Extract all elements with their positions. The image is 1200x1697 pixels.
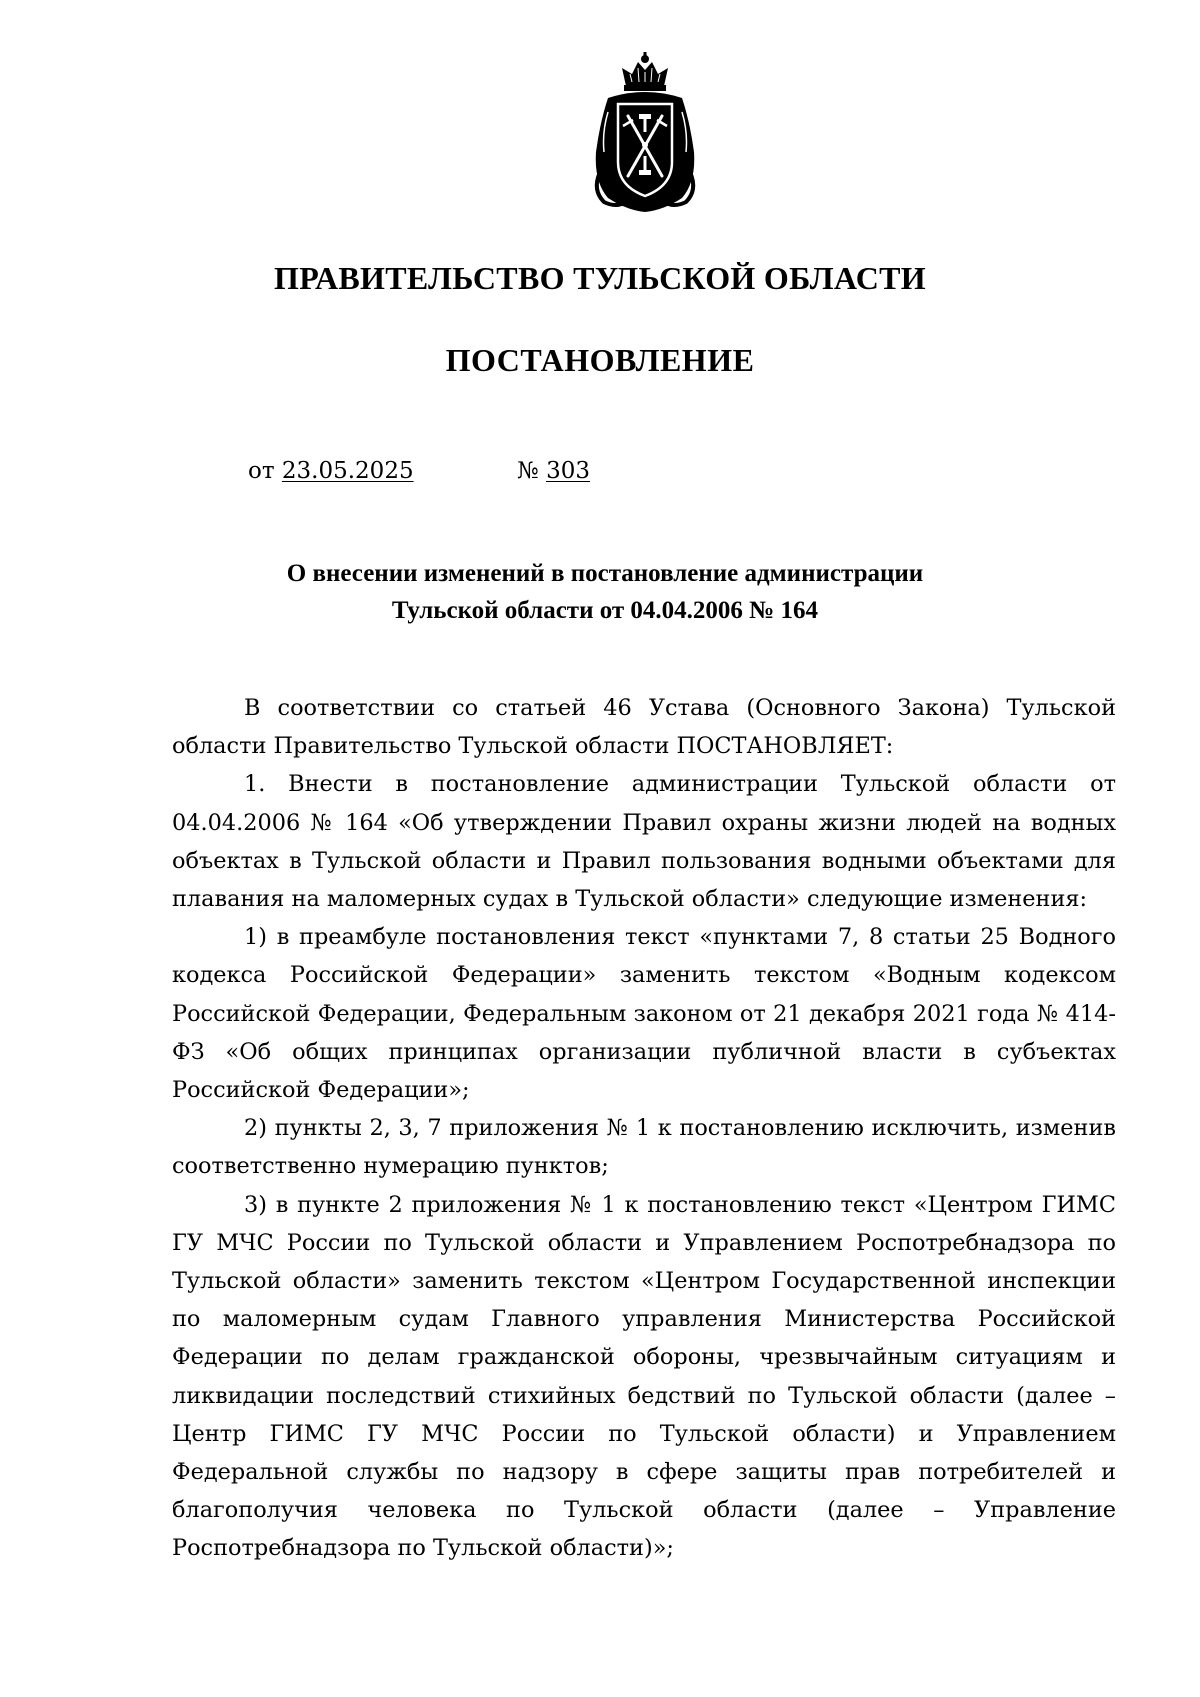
subject-line-2: Тульской области от 04.04.2006 № 164 (391, 597, 819, 624)
date-prefix: от (248, 458, 275, 484)
paragraph-subitem-3: 3) в пункте 2 приложения № 1 к постановлению текст «Центром ГИМС ГУ МЧС России по Тульской области и Управлением Роспотребнадзора по Тульской области» заменить текстом «Центром Государственной инспекции по маломерным судам Главного управления Министерства Российской Федерации по делам гражданской обороны, чрезвычайным ситуациям и ликвидации последствий стихийных бедствий по Тульской области (далее – Центр ГИМС ГУ МЧС России по Тульской области) и Управлением Федеральной службы по надзору в сфере защиты прав потребителей и благополучия человека по Тульской области (далее – Управление Роспотребнадзора по Тульской области)»; (172, 1191, 1116, 1562)
organization-title: ПРАВИТЕЛЬСТВО ТУЛЬСКОЙ ОБЛАСТИ (274, 260, 926, 296)
paragraph-subitem-2: 2) пункты 2, 3, 7 приложения № 1 к постановлению исключить, изменив соответственно нумерацию пунктов; (172, 1115, 1116, 1180)
document-date (248, 456, 414, 486)
tula-region-coat-of-arms-icon (586, 52, 704, 214)
paragraph-subitem-1: 1) в преамбуле постановления текст «пунктами 7, 8 статьи 25 Водного кодекса Российской Федерации» заменить текстом «Водным кодексом Российской Федерации, Федеральным законом от 21 декабря 2021 года № 414-ФЗ «Об общих принципах организации публичной власти в субъектах Российской Федерации»; (172, 924, 1116, 1104)
document-body (172, 689, 1116, 1568)
number-prefix: № (517, 458, 539, 484)
paragraph-item-1: 1. Внести в постановление администрации Тульской области от 04.04.2006 № 164 «Об утверждении Правил охраны жизни людей на водных объектах в Тульской области и Правил пользования водными объектами для плавания на маломерных судах в Тульской области» следующие изменения: (172, 771, 1116, 913)
subject-line-1: О внесении изменений в постановление администрации (286, 560, 924, 587)
number-value: 303 (546, 458, 590, 484)
document-number (517, 456, 590, 486)
paragraph-preamble: В соответствии со статьей 46 Устава (Основного Закона) Тульской области Правительство Тульской области ПОСТАНОВЛЯЕТ: (172, 695, 1116, 760)
document-subject (170, 555, 1040, 629)
date-value: 23.05.2025 (281, 458, 414, 484)
document-type: ПОСТАНОВЛЕНИЕ (445, 342, 755, 378)
